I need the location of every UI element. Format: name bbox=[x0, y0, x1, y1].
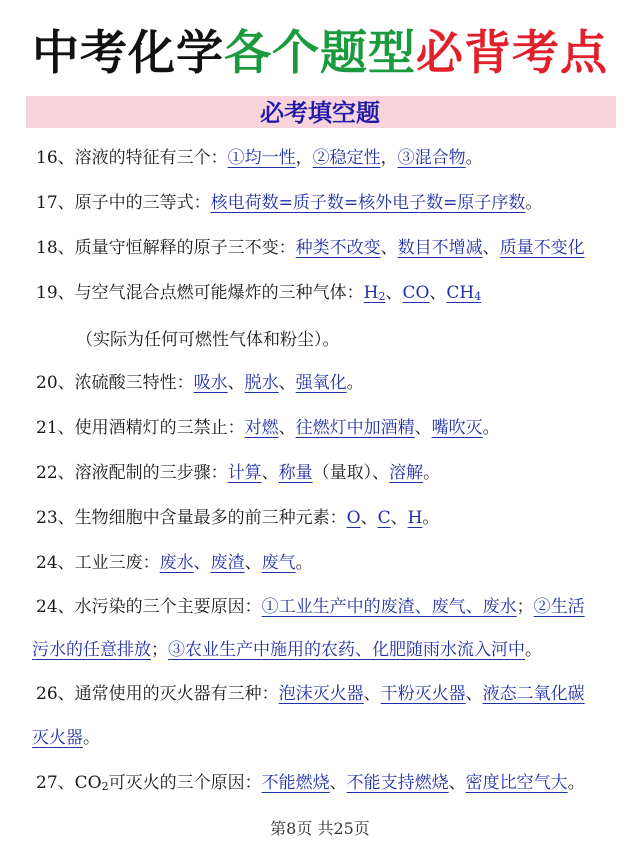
answer: 计算 bbox=[227, 463, 262, 483]
answer: ③农业生产中施用的农药、化肥随雨水流入河中 bbox=[168, 640, 525, 660]
title-part-1: 中考化学 bbox=[32, 26, 224, 81]
answer bbox=[446, 283, 481, 303]
answer: 废水 bbox=[159, 553, 194, 573]
separator: 、 bbox=[429, 283, 447, 303]
title-part-3: 必背考点 bbox=[416, 26, 608, 81]
end-punct: 。 bbox=[423, 463, 441, 483]
end-punct: 。 bbox=[482, 418, 500, 438]
answer: 往燃灯中加酒精 bbox=[295, 418, 415, 438]
subscript: 4 bbox=[474, 290, 482, 303]
question-text: 26、通常使用的灭火器有三种： bbox=[36, 684, 279, 704]
question-text: 22、溶液配制的三步骤： bbox=[36, 463, 228, 483]
separator: 、 bbox=[278, 373, 296, 393]
end-punct: 。 bbox=[83, 728, 100, 748]
separator: 、 bbox=[390, 508, 408, 528]
separator: 、 bbox=[385, 283, 403, 303]
item-24-water bbox=[36, 593, 626, 621]
item-21 bbox=[36, 414, 626, 442]
separator: 、 bbox=[261, 463, 279, 483]
answer: 不能支持燃烧 bbox=[346, 773, 449, 793]
answer: C bbox=[377, 508, 391, 528]
question-text: 24、水污染的三个主要原因： bbox=[36, 597, 262, 617]
separator: 、 bbox=[360, 508, 378, 528]
answer: 溶解 bbox=[389, 463, 424, 483]
answer: 泡沫灭火器 bbox=[278, 684, 364, 704]
inline-note: （量取）、 bbox=[312, 463, 390, 483]
end-punct: 。 bbox=[465, 148, 483, 168]
item-19 bbox=[36, 279, 626, 311]
item-24-waste bbox=[36, 549, 626, 577]
page-title bbox=[0, 24, 640, 84]
question-text: 23、生物细胞中含量最多的前三种元素： bbox=[36, 508, 347, 528]
section-heading: 必考填空题 bbox=[260, 99, 380, 127]
item-19-note: （实际为任何可燃性气体和粉尘）。 bbox=[76, 330, 340, 350]
answer: ③混合物 bbox=[397, 148, 466, 168]
question-text: 17、原子中的三等式： bbox=[36, 193, 211, 213]
end-punct: 。 bbox=[422, 508, 440, 528]
end-punct: 。 bbox=[567, 773, 585, 793]
answer: 废气 bbox=[261, 553, 296, 573]
answer-text: H bbox=[363, 283, 379, 303]
answer: 灭火器 bbox=[32, 728, 83, 748]
item-22 bbox=[36, 459, 626, 487]
question-text: 可灭火的三个原因： bbox=[108, 773, 262, 793]
separator: 、 bbox=[465, 684, 483, 704]
page-number: 第8页 共25页 bbox=[270, 819, 370, 838]
separator: 、 bbox=[244, 553, 262, 573]
question-text: 18、质量守恒解释的原子三不变： bbox=[36, 238, 296, 258]
separator: 、 bbox=[193, 553, 211, 573]
answer: ①均一性 bbox=[227, 148, 296, 168]
item-17 bbox=[36, 189, 626, 217]
end-punct: 。 bbox=[295, 553, 313, 573]
answer: 嘴吹灭 bbox=[431, 418, 483, 438]
separator: 、 bbox=[448, 773, 466, 793]
answer: 种类不改变 bbox=[295, 238, 381, 258]
answer: O bbox=[346, 508, 361, 528]
answer: 称量 bbox=[278, 463, 313, 483]
question-text: 20、浓硫酸三特性： bbox=[36, 373, 194, 393]
separator: ； bbox=[516, 597, 534, 617]
subscript: 2 bbox=[378, 290, 386, 303]
answer: ②生活 bbox=[533, 597, 585, 617]
question-text: 21、使用酒精灯的三禁止： bbox=[36, 418, 245, 438]
item-18 bbox=[36, 234, 626, 262]
separator: ； bbox=[151, 640, 168, 660]
answer: 污水的任意排放 bbox=[32, 640, 151, 660]
answer: 干粉灭火器 bbox=[380, 684, 466, 704]
answer: ①工业生产中的废渣、废气、废水 bbox=[261, 597, 517, 617]
question-text: 16、溶液的特征有三个： bbox=[36, 148, 228, 168]
item-20 bbox=[36, 369, 626, 397]
answer bbox=[364, 283, 386, 303]
answer: 不能燃烧 bbox=[261, 773, 330, 793]
separator: ， bbox=[380, 148, 398, 168]
separator: 、 bbox=[363, 684, 381, 704]
answer: 液态二氧化碳 bbox=[482, 684, 585, 704]
answer: 对燃 bbox=[244, 418, 279, 438]
answer: 脱水 bbox=[244, 373, 279, 393]
separator: 、 bbox=[329, 773, 347, 793]
answer: CO bbox=[402, 283, 430, 303]
answer: 密度比空气大 bbox=[465, 773, 568, 793]
end-punct: 。 bbox=[525, 640, 542, 660]
answer: 废渣 bbox=[210, 553, 245, 573]
item-16 bbox=[36, 144, 626, 172]
answer: 核电荷数=质子数=核外电子数=原子序数 bbox=[210, 193, 526, 213]
question-text: 24、工业三废： bbox=[36, 553, 160, 573]
item-26 bbox=[36, 680, 626, 708]
separator: 、 bbox=[414, 418, 432, 438]
separator: 、 bbox=[278, 418, 296, 438]
answer: 质量不变化 bbox=[499, 238, 585, 258]
separator: 、 bbox=[227, 373, 245, 393]
subscript: 2 bbox=[101, 780, 109, 793]
answer: H bbox=[407, 508, 423, 528]
answer-text: CH bbox=[446, 283, 475, 303]
end-punct: 。 bbox=[346, 373, 364, 393]
question-text: 27、CO bbox=[36, 773, 102, 793]
item-26-cont bbox=[32, 724, 622, 752]
item-27 bbox=[36, 769, 626, 801]
item-23 bbox=[36, 504, 626, 532]
item-24-water-cont bbox=[32, 636, 622, 664]
answer: ②稳定性 bbox=[312, 148, 381, 168]
question-text: 19、与空气混合点燃可能爆炸的三种气体： bbox=[36, 283, 364, 303]
separator: 、 bbox=[482, 238, 500, 258]
end-punct: 。 bbox=[525, 193, 543, 213]
answer: 吸水 bbox=[193, 373, 228, 393]
title-part-2: 各个题型 bbox=[224, 26, 416, 81]
answer: 数目不增减 bbox=[397, 238, 483, 258]
answer: 强氧化 bbox=[295, 373, 347, 393]
separator: ， bbox=[295, 148, 313, 168]
separator: 、 bbox=[380, 238, 398, 258]
